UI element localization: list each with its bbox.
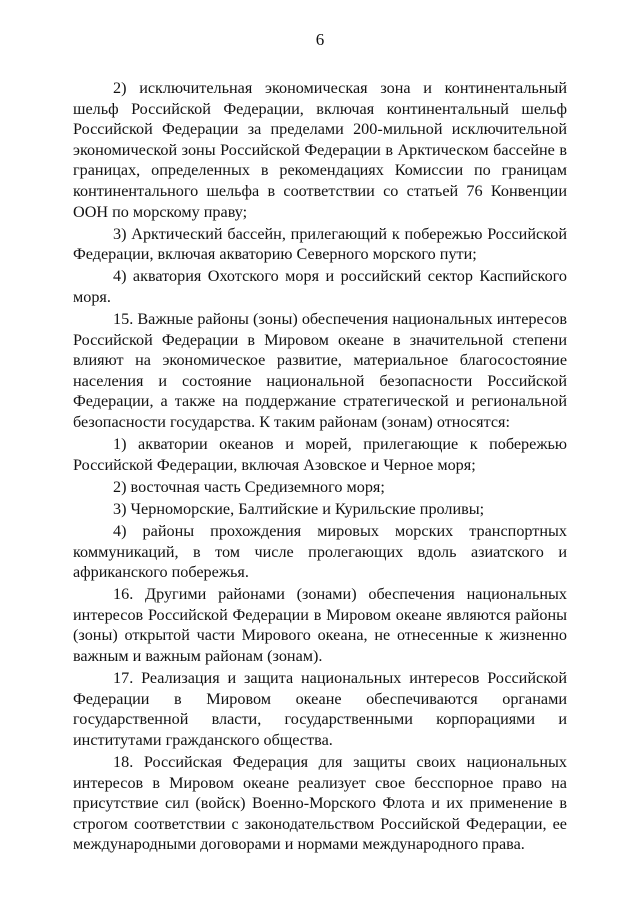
paragraph-item-4-okhotsk: 4) акватория Охотского моря и российский сектор Каспийского моря. [73, 267, 567, 306]
paragraph-15-item-1: 1) акватории океанов и морей, прилегающие к побережью Российской Федерации, включая Азовское и Черное моря; [73, 435, 567, 474]
paragraph-18-navy-presence: 18. Российская Федерация для защиты своих национальных интересов в Мировом океане реализует свое бесспорное право на присутствие сил (войск) Военно-Морского Флота и их применение в строгом соответствии с законодательством Российской Федерации, ее международными договорами и нормами международного права. [73, 753, 567, 854]
paragraph-15-item-2: 2) восточная часть Средиземного моря; [113, 477, 385, 496]
paragraph-15-item-4: 4) районы прохождения мировых морских транспортных коммуникаций, в том числе пролегающих вдоль азиатского и африканского побережья. [73, 521, 567, 582]
paragraph-15-item-3: 3) Черноморские, Балтийские и Курильские проливы; [113, 499, 485, 518]
paragraph-item-2-eez: 2) исключительная экономическая зона и континентальный шельф Российской Федерации, включая континентальный шельф Российской Федерации за пределами 200-мильной исключительной экономической зоны Российской Федерации в Арктическом бассейне в границах, определенных в рекомендациях Комиссии по границам континентального шельфа в соответствии со статьей 76 Конвенции ООН по морскому праву; [73, 79, 567, 221]
paragraph-16-other-zones: 16. Другими районами (зонами) обеспечения национальных интересов Российской Федерации в Мировом океане являются районы (зоны) открытой части Мирового океана, не отнесенные к жизненно важным и важным районам (зонам). [73, 585, 567, 666]
page-number: 6 [315, 30, 325, 49]
paragraph-item-3-arctic: 3) Арктический бассейн, прилегающий к побережью Российской Федерации, включая акваторию Северного морского пути; [73, 224, 567, 264]
paragraph-15-important-zones: 15. Важные районы (зоны) обеспечения национальных интересов Российской Федерации в Мировом океане в значительной степени влияют на экономическое развитие, материальное благосостояние населения и состояние национальной безопасности Российской Федерации, а также на поддержание стратегической и региональной безопасности государства. К таким районам (зонам) относятся: [73, 310, 567, 431]
document-body [73, 78, 567, 856]
paragraph-17-implementation: 17. Реализация и защита национальных интересов Российской Федерации в Мировом океане обеспечиваются органами государственной власти, государственными корпорациями и институтами гражданского общества. [73, 669, 567, 749]
